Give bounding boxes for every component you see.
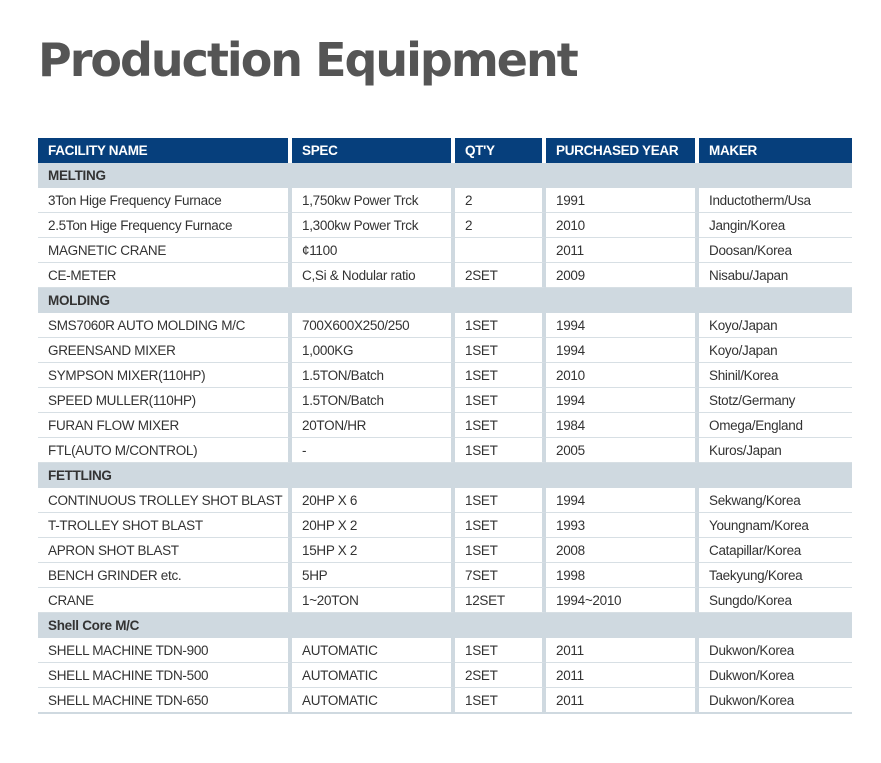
cell-maker: Koyo/Japan bbox=[699, 313, 852, 338]
cell-maker: Jangin/Korea bbox=[699, 213, 852, 238]
table-row bbox=[38, 338, 852, 363]
cell-purchased-year: 2011 bbox=[546, 238, 699, 263]
cell-spec: 20HP X 2 bbox=[292, 513, 455, 538]
cell-purchased-year: 2011 bbox=[546, 663, 699, 688]
table-row bbox=[38, 663, 852, 688]
cell-qty: 1SET bbox=[455, 638, 546, 663]
table-row bbox=[38, 488, 852, 513]
table-row bbox=[38, 188, 852, 213]
cell-purchased-year: 2011 bbox=[546, 688, 699, 714]
cell-maker: Doosan/Korea bbox=[699, 238, 852, 263]
section-header-row bbox=[38, 288, 852, 313]
cell-purchased-year: 1994 bbox=[546, 313, 699, 338]
column-header-spec: SPEC bbox=[292, 138, 455, 163]
table-header-row bbox=[38, 138, 852, 163]
section-title: FETTLING bbox=[38, 463, 852, 488]
cell-facility-name: SHELL MACHINE TDN-650 bbox=[38, 688, 292, 714]
cell-qty: 2 bbox=[455, 213, 546, 238]
cell-maker: Catapillar/Korea bbox=[699, 538, 852, 563]
cell-qty: 2SET bbox=[455, 263, 546, 288]
table-row bbox=[38, 588, 852, 613]
cell-spec: - bbox=[292, 438, 455, 463]
cell-purchased-year: 2008 bbox=[546, 538, 699, 563]
cell-qty: 1SET bbox=[455, 363, 546, 388]
table-row bbox=[38, 413, 852, 438]
cell-facility-name: GREENSAND MIXER bbox=[38, 338, 292, 363]
cell-facility-name: SPEED MULLER(110HP) bbox=[38, 388, 292, 413]
cell-facility-name: T-TROLLEY SHOT BLAST bbox=[38, 513, 292, 538]
cell-facility-name: SHELL MACHINE TDN-500 bbox=[38, 663, 292, 688]
cell-qty: 7SET bbox=[455, 563, 546, 588]
cell-purchased-year: 2011 bbox=[546, 638, 699, 663]
cell-purchased-year: 1984 bbox=[546, 413, 699, 438]
cell-purchased-year: 1994 bbox=[546, 388, 699, 413]
cell-maker: Dukwon/Korea bbox=[699, 663, 852, 688]
column-header-qty: QT'Y bbox=[455, 138, 546, 163]
cell-spec: 20HP X 6 bbox=[292, 488, 455, 513]
section-title: MOLDING bbox=[38, 288, 852, 313]
cell-purchased-year: 1994 bbox=[546, 488, 699, 513]
cell-purchased-year: 2010 bbox=[546, 213, 699, 238]
equipment-table bbox=[38, 138, 852, 714]
cell-qty: 1SET bbox=[455, 338, 546, 363]
cell-facility-name: APRON SHOT BLAST bbox=[38, 538, 292, 563]
cell-purchased-year: 2009 bbox=[546, 263, 699, 288]
cell-facility-name: CE-METER bbox=[38, 263, 292, 288]
table-row bbox=[38, 538, 852, 563]
cell-purchased-year: 1994~2010 bbox=[546, 588, 699, 613]
section-title: MELTING bbox=[38, 163, 852, 188]
cell-purchased-year: 1991 bbox=[546, 188, 699, 213]
table-row bbox=[38, 213, 852, 238]
section-title: Shell Core M/C bbox=[38, 613, 852, 638]
cell-spec: 1~20TON bbox=[292, 588, 455, 613]
cell-purchased-year: 2005 bbox=[546, 438, 699, 463]
table-row bbox=[38, 388, 852, 413]
table-row bbox=[38, 563, 852, 588]
cell-qty: 1SET bbox=[455, 438, 546, 463]
cell-facility-name: MAGNETIC CRANE bbox=[38, 238, 292, 263]
cell-facility-name: SHELL MACHINE TDN-900 bbox=[38, 638, 292, 663]
cell-facility-name: BENCH GRINDER etc. bbox=[38, 563, 292, 588]
column-header-facility-name: FACILITY NAME bbox=[38, 138, 292, 163]
cell-purchased-year: 2010 bbox=[546, 363, 699, 388]
cell-maker: Koyo/Japan bbox=[699, 338, 852, 363]
cell-maker: Inductotherm/Usa bbox=[699, 188, 852, 213]
cell-maker: Shinil/Korea bbox=[699, 363, 852, 388]
cell-purchased-year: 1994 bbox=[546, 338, 699, 363]
cell-qty: 1SET bbox=[455, 488, 546, 513]
cell-spec: ¢1100 bbox=[292, 238, 455, 263]
column-header-purchased-year: PURCHASED YEAR bbox=[546, 138, 699, 163]
cell-maker: Taekyung/Korea bbox=[699, 563, 852, 588]
cell-spec: 15HP X 2 bbox=[292, 538, 455, 563]
cell-qty: 1SET bbox=[455, 688, 546, 714]
section-header-row bbox=[38, 463, 852, 488]
cell-maker: Dukwon/Korea bbox=[699, 688, 852, 714]
cell-maker: Omega/England bbox=[699, 413, 852, 438]
cell-maker: Kuros/Japan bbox=[699, 438, 852, 463]
table-row bbox=[38, 263, 852, 288]
cell-spec: 1.5TON/Batch bbox=[292, 388, 455, 413]
section-header-row bbox=[38, 163, 852, 188]
cell-spec: AUTOMATIC bbox=[292, 663, 455, 688]
cell-spec: 1,000KG bbox=[292, 338, 455, 363]
cell-spec: C,Si & Nodular ratio bbox=[292, 263, 455, 288]
cell-facility-name: 3Ton Hige Frequency Furnace bbox=[38, 188, 292, 213]
cell-qty: 1SET bbox=[455, 388, 546, 413]
cell-spec: 700X600X250/250 bbox=[292, 313, 455, 338]
page-title: Production Equipment bbox=[38, 33, 577, 87]
table-row bbox=[38, 513, 852, 538]
cell-facility-name: SYMPSON MIXER(110HP) bbox=[38, 363, 292, 388]
cell-qty: 1SET bbox=[455, 313, 546, 338]
table-row bbox=[38, 363, 852, 388]
cell-facility-name: CONTINUOUS TROLLEY SHOT BLAST bbox=[38, 488, 292, 513]
cell-maker: Nisabu/Japan bbox=[699, 263, 852, 288]
cell-maker: Youngnam/Korea bbox=[699, 513, 852, 538]
cell-spec: 5HP bbox=[292, 563, 455, 588]
cell-qty: 12SET bbox=[455, 588, 546, 613]
cell-maker: Dukwon/Korea bbox=[699, 638, 852, 663]
cell-spec: 1.5TON/Batch bbox=[292, 363, 455, 388]
cell-qty bbox=[455, 238, 546, 263]
cell-qty: 2SET bbox=[455, 663, 546, 688]
cell-facility-name: FURAN FLOW MIXER bbox=[38, 413, 292, 438]
cell-facility-name: 2.5Ton Hige Frequency Furnace bbox=[38, 213, 292, 238]
cell-qty: 1SET bbox=[455, 413, 546, 438]
cell-spec: AUTOMATIC bbox=[292, 638, 455, 663]
table-row bbox=[38, 638, 852, 663]
cell-spec: 20TON/HR bbox=[292, 413, 455, 438]
cell-facility-name: CRANE bbox=[38, 588, 292, 613]
section-header-row bbox=[38, 613, 852, 638]
cell-qty: 2 bbox=[455, 188, 546, 213]
table-row bbox=[38, 238, 852, 263]
cell-facility-name: FTL(AUTO M/CONTROL) bbox=[38, 438, 292, 463]
cell-maker: Sungdo/Korea bbox=[699, 588, 852, 613]
table-row bbox=[38, 313, 852, 338]
cell-spec: AUTOMATIC bbox=[292, 688, 455, 714]
table-row bbox=[38, 688, 852, 714]
cell-qty: 1SET bbox=[455, 538, 546, 563]
cell-maker: Sekwang/Korea bbox=[699, 488, 852, 513]
cell-spec: 1,750kw Power Trck bbox=[292, 188, 455, 213]
cell-purchased-year: 1993 bbox=[546, 513, 699, 538]
column-header-maker: MAKER bbox=[699, 138, 852, 163]
cell-purchased-year: 1998 bbox=[546, 563, 699, 588]
cell-spec: 1,300kw Power Trck bbox=[292, 213, 455, 238]
cell-qty: 1SET bbox=[455, 513, 546, 538]
cell-facility-name: SMS7060R AUTO MOLDING M/C bbox=[38, 313, 292, 338]
table-row bbox=[38, 438, 852, 463]
cell-maker: Stotz/Germany bbox=[699, 388, 852, 413]
table-body bbox=[38, 163, 852, 714]
